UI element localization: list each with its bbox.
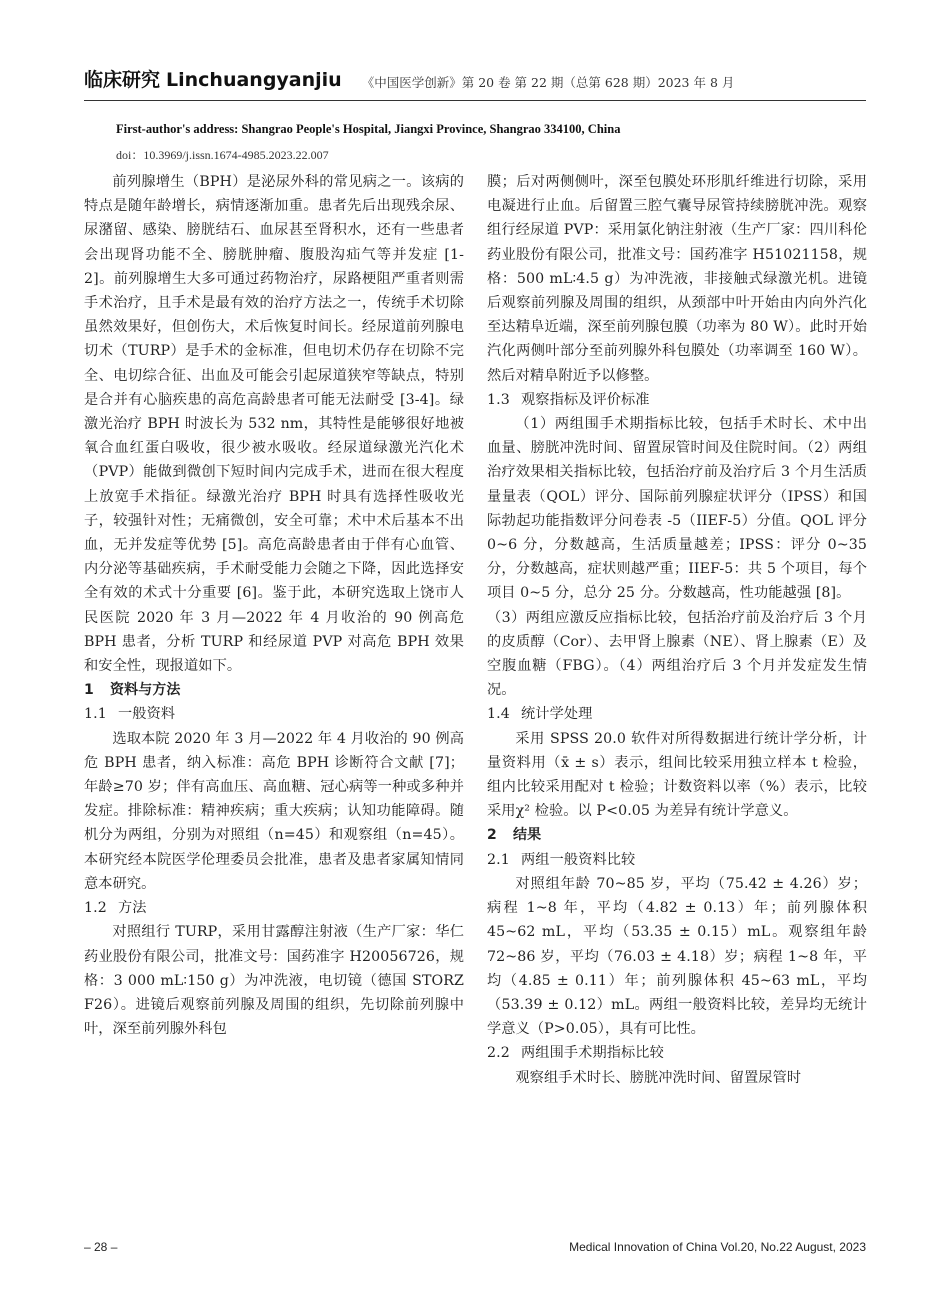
- section-title-en: Linchuangyanjiu: [166, 69, 342, 91]
- heading-observation-indicators: 1.3 观察指标及评价标准: [487, 391, 650, 408]
- heading-results: 2 结果: [487, 827, 542, 844]
- journal-info: 《中国医学创新》第 20 卷 第 22 期（总第 628 期）2023 年 8 月: [361, 75, 735, 90]
- methods-paragraph: 对照组行 TURP，采用甘露醇注射液（生产厂家：华仁药业股份有限公司，批准文号：国药准字 H20056726，规格：3 000 mL∶150 g）为冲洗液，电切镜（德国 STORZ F26）。进镜后观察前列腺及周围的组织，先切除前列腺中叶，深至前列腺外科包: [84, 924, 464, 1038]
- statistics-paragraph: 采用 SPSS 20.0 软件对所得数据进行统计学分析，计量资料用（x̄ ± s）表示，组间比较采用独立样本 t 检验，组内比较采用配对 t 检验；计数资料以率（%）表示，比较采用χ² 检验。以 P<0.05 为差异有统计学意义。: [487, 730, 867, 820]
- indicators-paragraph: （1）两组围手术期指标比较，包括手术时长、术中出血量、膀胱冲洗时间、留置尿管时间及住院时间。（2）两组治疗效果相关指标比较，包括治疗前及治疗后 3 个月生活质量量表（QOL）评分、国际前列腺症状评分（IPSS）和国际勃起功能指数评分问卷表 -5（IIEF-5）分值。QOL 评分 0~6 分，分数越高，生活质量越差；IPSS：评分 0~35 分，分数越高，症状则越严重；IIEF-5：共 5 个项目，每个项目 0~5 分，总分 25 分。分数越高，性功能越强 [8]。: [487, 416, 867, 602]
- page-header: [84, 60, 866, 101]
- section-title: [84, 65, 342, 92]
- intro-paragraph: 前列腺增生（BPH）是泌尿外科的常见病之一。该病的特点是随年龄增长，病情逐渐加重。患者先后出现残余尿、尿潴留、感染、膀胱结石、血尿甚至肾积水，还有一些患者会出现肾功能不全、膀胱肿瘤、腹股沟疝气等并发症 [1-2]。前列腺增生大多可通过药物治疗，尿路梗阻严重者则需手术治疗，且手术是最有效的治疗方法之一，传统手术切除虽然效果好，但创伤大，术后恢复时间长。经尿道前列腺电切术（TURP）是手术的金标准，但电切术仍存在切除不完全、电切综合征、出血及可能会引起尿道狭窄等缺点，特别是合并有心脑疾患的高危高龄患者可能无法耐受 [3-4]。绿激光治疗 BPH 时波长为 532 nm，其特性是能够很好地被氧合血红蛋白吸收，很少被水吸收。经尿道绿激光汽化术（PVP）能做到微创下短时间内完成手术，进而在很大程度上放宽手术指征。绿激光治疗 BPH 时具有选择性吸收光子，较强针对性；无痛微创，安全可靠；术中术后基本不出血，无并发症等优势 [5]。高危高龄患者由于伴有心血管、内分泌等基础疾病，手术耐受能力会随之下降，因此选择安全有效的术式十分重要 [6]。鉴于此，本研究选取上饶市人民医院 2020 年 3 月—2022 年 4 月收治的 90 例高危 BPH 患者，分析 TURP 和经尿道 PVP 对高危 BPH 效果和安全性，现报道如下。: [84, 174, 464, 675]
- journal-en-info: Medical Innovation of China Vol.20, No.22 August, 2023: [569, 1240, 866, 1254]
- heading-general-data: 1.1 一般资料: [84, 706, 176, 723]
- right-column: [487, 170, 867, 1090]
- general-comparison-paragraph: 对照组年龄 70~85 岁，平均（75.42 ± 4.26）岁；病程 1~8 年，平均（4.82 ± 0.13）年；前列腺体积 45~62 mL，平均（53.35 ± 0.15）mL。观察组年龄 72~86 岁，平均（76.03 ± 4.18）岁；病程 1~8 年，平均（4.85 ± 0.11）年；前列腺体积 45~63 mL，平均（53.39 ± 0.12）mL。两组一般资料比较，差异均无统计学意义（P>0.05），具有可比性。: [487, 875, 867, 1038]
- left-column: [84, 170, 464, 1041]
- section-title-cn: 临床研究: [84, 69, 161, 91]
- page-number: – 28 –: [84, 1240, 118, 1254]
- general-data-paragraph: 选取本院 2020 年 3 月—2022 年 4 月收治的 90 例高危 BPH 患者，纳入标准：高危 BPH 诊断符合文献 [7]；年龄≥70 岁；伴有高血压、高血糖、冠心病等一种或多种并发症。排除标准：精神疾病；重大疾病；认知功能障碍。随机分为两组，分别为对照组（n=45）和观察组（n=45）。本研究经本院医学伦理委员会批准，患者及患者家属知情同意本研究。: [84, 730, 464, 892]
- perioperative-paragraph: 观察组手术时长、膀胱冲洗时间、留置尿管时: [515, 1069, 802, 1086]
- indicators-continued-paragraph: （3）两组应激反应指标比较，包括治疗前及治疗后 3 个月的皮质醇（Cor）、去甲肾上腺素（NE）、肾上腺素（E）及空腹血糖（FBG）。（4）两组治疗后 3 个月并发症发生情况。: [487, 609, 867, 699]
- doi: doi：10.3969/j.issn.1674-4985.2023.22.007: [116, 148, 329, 162]
- author-address: First-author's address: Shangrao People's Hospital, Jiangxi Province, Shangrao 334100, China: [116, 122, 621, 136]
- heading-perioperative: 2.2 两组围手术期指标比较: [487, 1045, 664, 1062]
- heading-statistics: 1.4 统计学处理: [487, 706, 593, 723]
- heading-methods: 1.2 方法: [84, 900, 147, 917]
- page-footer: [84, 1240, 866, 1254]
- methods-continued-paragraph: 膜；后对两侧侧叶，深至包膜处环形肌纤维进行切除，采用电凝进行止血。后留置三腔气囊导尿管持续膀胱冲洗。观察组行经尿道 PVP：采用氯化钠注射液（生产厂家：四川科伦药业股份有限公司，批准文号：国药准字 H51021158，规格：500 mL∶4.5 g）为冲洗液，非接触式绿激光机。进镜后观察前列腺及周围的组织，从颈部中叶开始由内向外汽化至达精阜近端，深至前列腺包膜（功率为 80 W）。此时开始汽化两侧叶部分至前列腺外科包膜处（功率调至 160 W）。然后对精阜附近予以修整。: [487, 174, 867, 384]
- heading-materials-methods: 1 资料与方法: [84, 682, 181, 699]
- heading-general-comparison: 2.1 两组一般资料比较: [487, 851, 636, 868]
